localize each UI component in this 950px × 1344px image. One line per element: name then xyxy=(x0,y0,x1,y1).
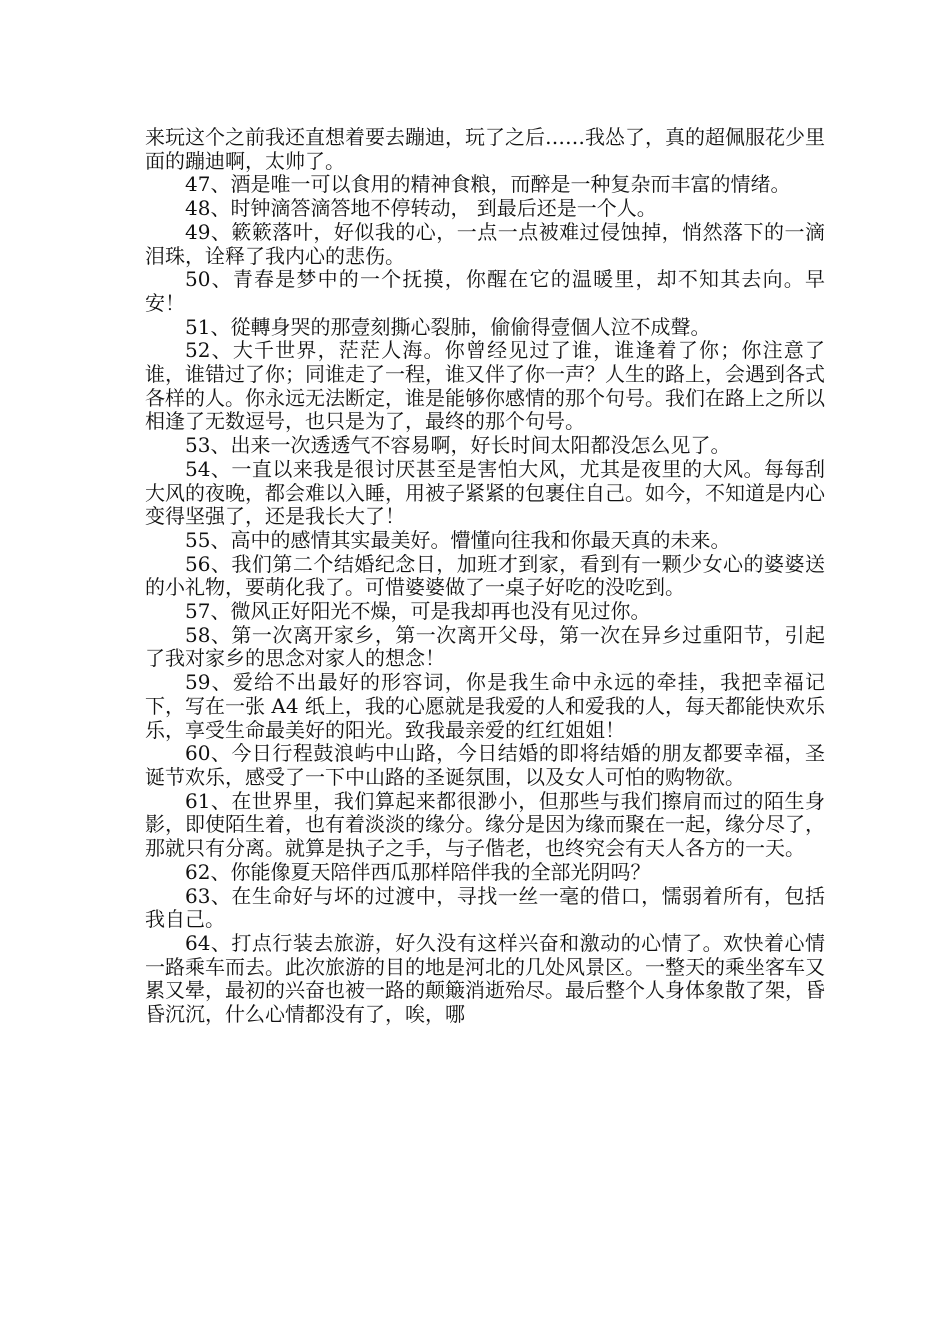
paragraph: 57、微风正好阳光不燥，可是我却再也没有见过你。 xyxy=(185,599,651,624)
paragraph: 59、爱给不出最好的形容词，你是我生命中永远的牵挂，我把幸福记下，写在一张 A4 纸上，我的心愿就是我爱的人和爱我的人，每天都能快欢乐乐，享受生命最美好的阳光。致我最亲爱的红红姐姐！ xyxy=(145,670,825,742)
paragraph: 54、一直以来我是很讨厌甚至是害怕大风，尤其是夜里的大风。每每刮大风的夜晚，都会难以入睡，用被子紧紧的包裹住自己。如今，不知道是内心变得坚强了，还是我长大了！ xyxy=(145,456,825,529)
paragraph: 58、第一次离开家乡，第一次离开父母，第一次在异乡过重阳节，引起了我对家乡的思念对家人的想念！ xyxy=(145,622,825,671)
paragraph: 50、青春是梦中的一个抚摸，你醒在它的温暖里，却不知其去向。早安！ xyxy=(145,267,825,315)
paragraph: 47、酒是唯一可以食用的精神食粮，而醉是一种复杂而丰富的情绪。 xyxy=(185,172,791,197)
paragraph: 52、大千世界，茫茫人海。你曾经见过了谁，谁逢着了你；你注意了谁，谁错过了你；同谁走了一程，谁又伴了你一声？人生的路上，会遇到各式各样的人。你永远无法断定，谁是能够你感情的那个句号。我们在路上之所以相逢了无数逗号，也只是为了，最终的那个句号。 xyxy=(145,338,825,434)
paragraph: 64、打点行装去旅游，好久没有这样兴奋和激动的心情了。欢快着心情一路乘车而去。此次旅游的目的地是河北的几处风景区。一整天的乘坐客车又累又晕，最初的兴奋也被一路的颠簸消逝殆尽。最后整个人身体象散了架，昏昏沉沉，什么心情都没有了，唉，哪 xyxy=(145,930,825,1027)
paragraph: 60、今日行程鼓浪屿中山路，今日结婚的即将结婚的朋友都要幸福，圣诞节欢乐，感受了一下中山路的圣诞氛围，以及女人可怕的购物欲。 xyxy=(145,741,825,789)
paragraph: 来玩这个之前我还直想着要去蹦迪，玩了之后……我怂了，真的超佩服花少里面的蹦迪啊，太帅了。 xyxy=(145,125,825,173)
document-body xyxy=(145,126,825,1027)
paragraph: 51、從轉身哭的那壹刻撕心裂肺，偷偷得壹個人泣不成聲。 xyxy=(185,314,711,339)
paragraph: 53、出来一次透透气不容易啊，好长时间太阳都没怎么见了。 xyxy=(185,433,731,458)
paragraph: 61、在世界里，我们算起来都很渺小，但那些与我们擦肩而过的陌生身影，即使陌生着，也有着淡淡的缘分。缘分是因为缘而聚在一起，缘分尽了，那就只有分离。就算是执子之手，与子偕老，也终究会有天人各方的一天。 xyxy=(145,788,825,861)
paragraph: 62、你能像夏天陪伴西瓜那样陪伴我的全部光阴吗？ xyxy=(185,859,651,884)
paragraph: 48、时钟滴答滴答地不停转动， 到最后还是一个人。 xyxy=(185,196,657,221)
paragraph: 55、高中的感情其实最美好。懵懂向往我和你最天真的未来。 xyxy=(185,527,731,552)
paragraph: 56、我们第二个结婚纪念日，加班才到家，看到有一颗少女心的婆婆送的小礼物，要萌化我了。可惜婆婆做了一桌子好吃的没吃到。 xyxy=(145,551,825,600)
paragraph: 63、在生命好与坏的过渡中，寻找一丝一毫的借口，懦弱着所有，包括我自己。 xyxy=(145,883,825,932)
paragraph: 49、簌簌落叶，好似我的心，一点一点被难过侵蚀掉，悄然落下的一滴泪珠，诠释了我内心的悲伤。 xyxy=(145,219,825,268)
